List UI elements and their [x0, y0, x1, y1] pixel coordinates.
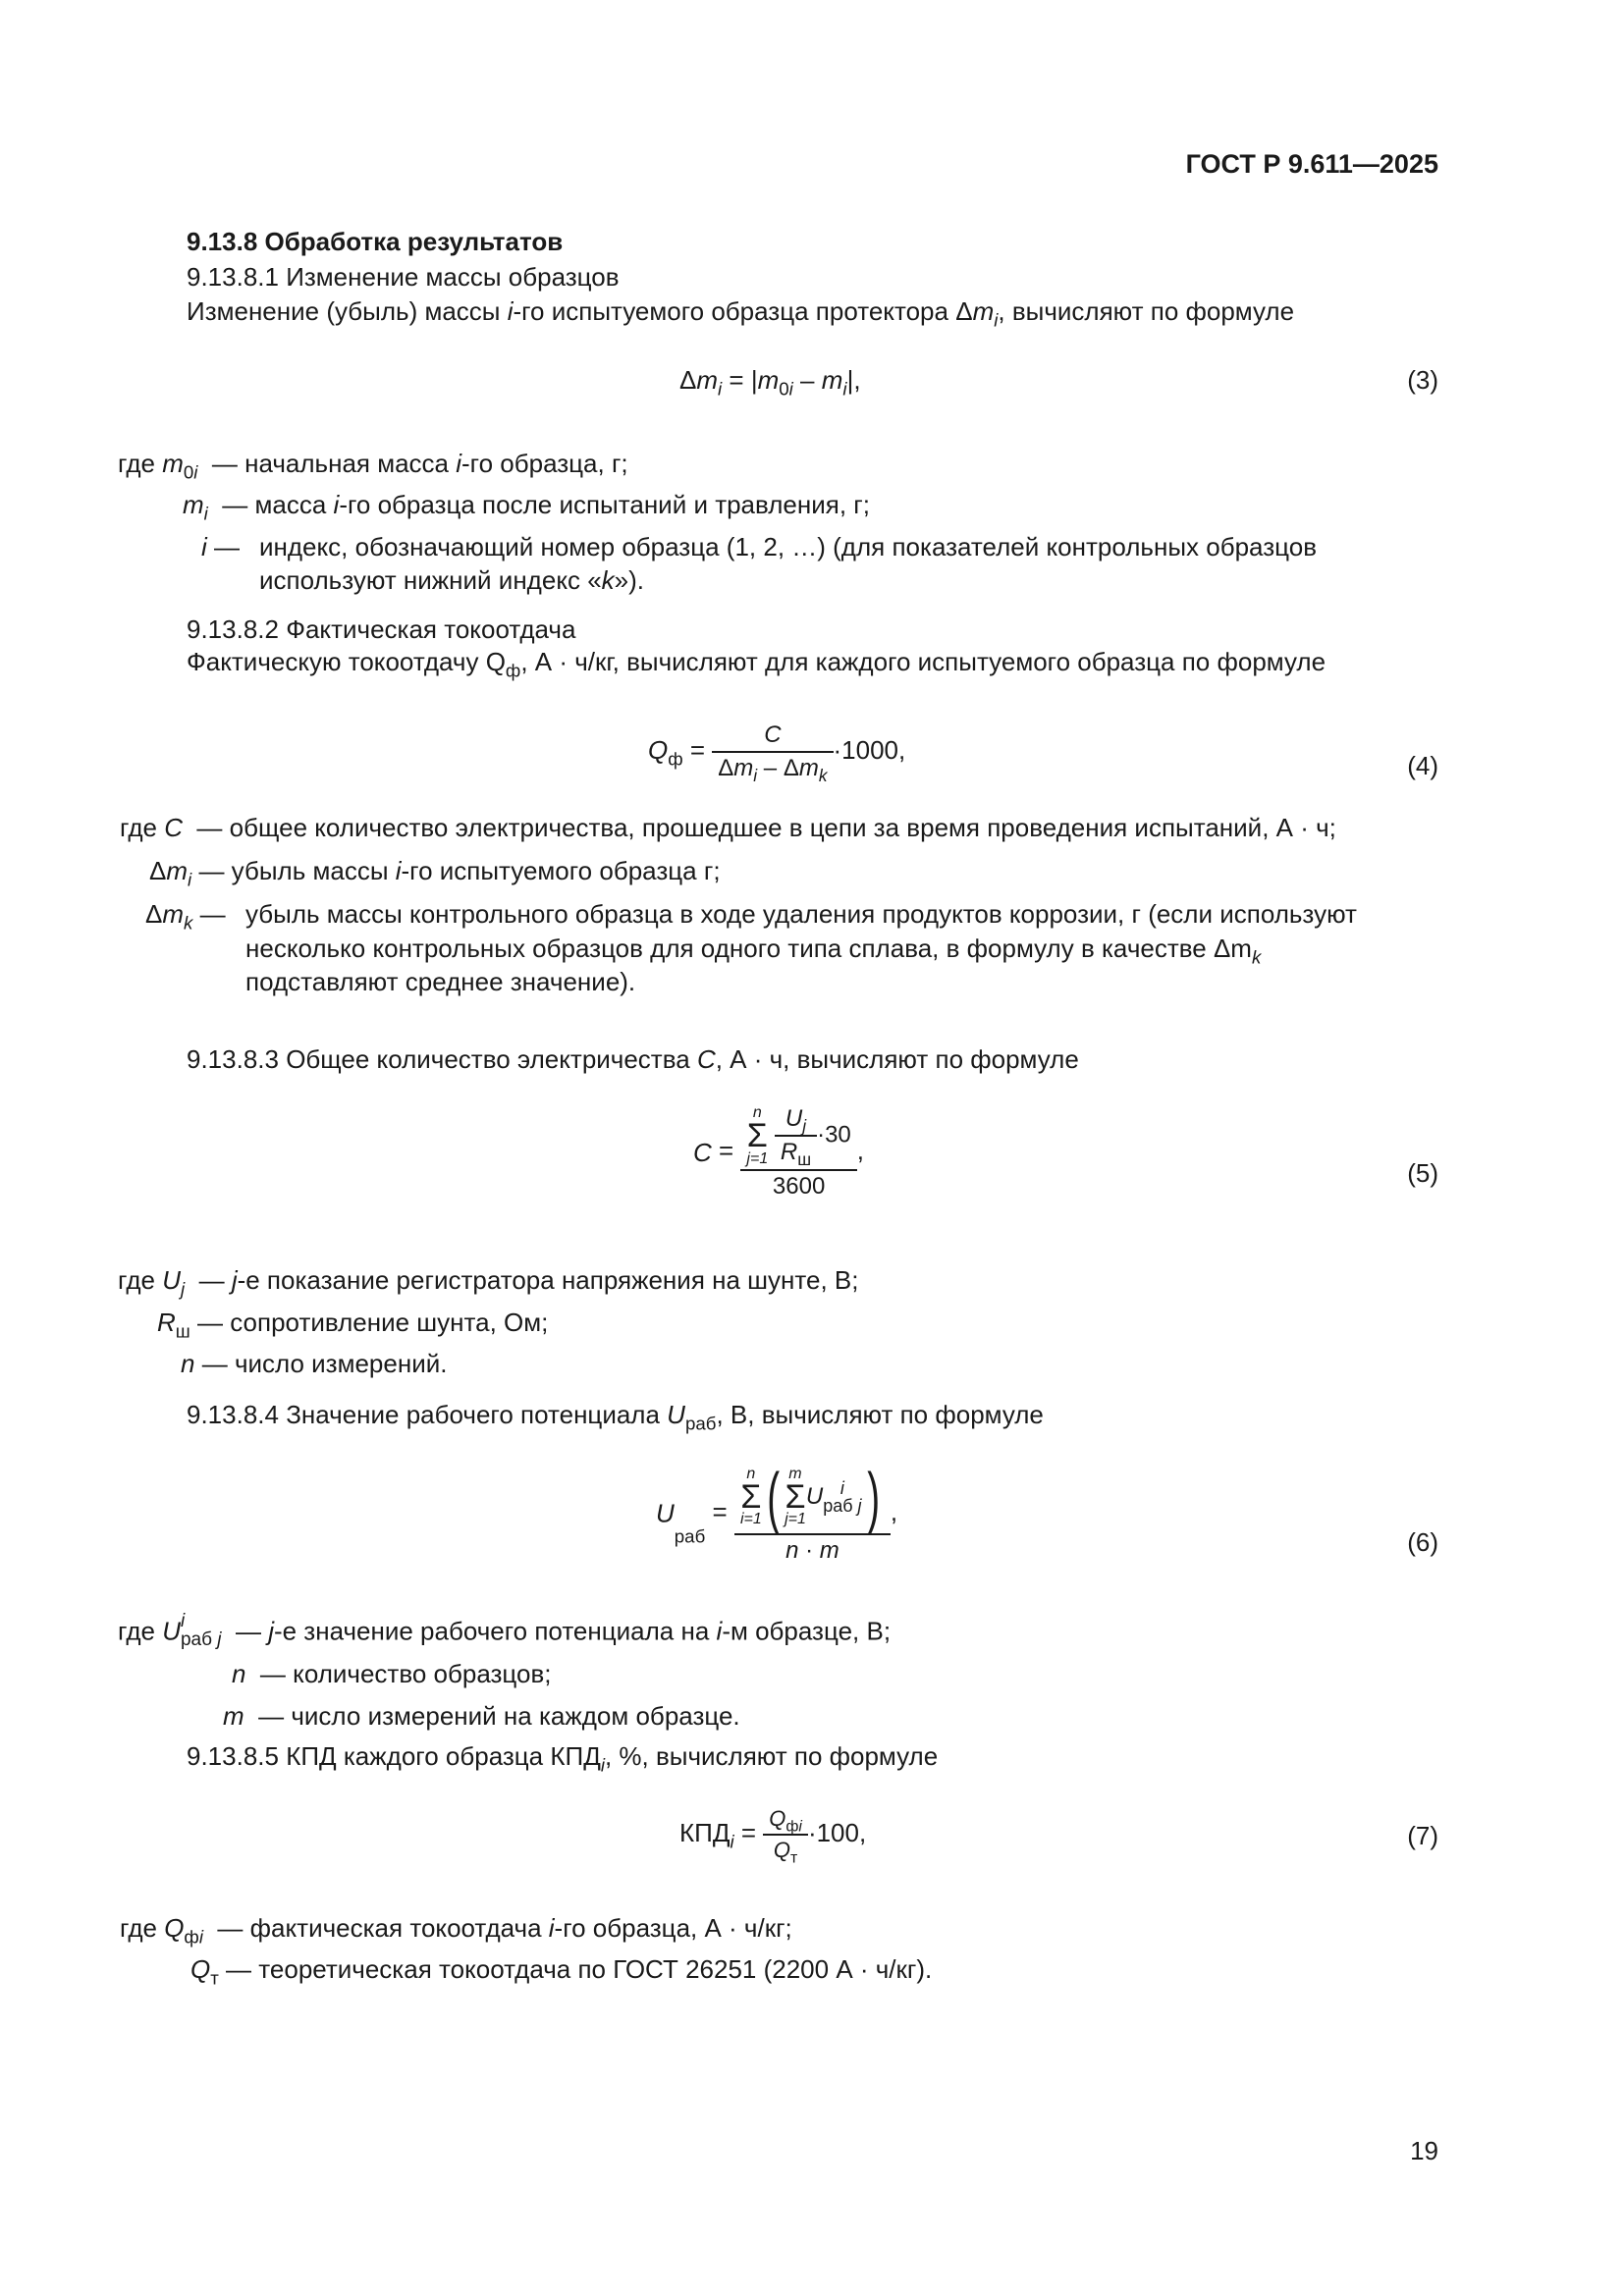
paragraph-current-output: Фактическую токоотдачу $Q_ф$, А · ч/кг, вычисляют для каждого испытуемого образца по формуле: [187, 647, 1326, 681]
where-dmk-desc-3: подставляют среднее значение).: [245, 967, 636, 996]
equation-number-6: (6): [1407, 1527, 1438, 1557]
where-i-desc: индекс, обозначающий номер образца (1, 2, …) (для показателей контрольных образцов: [259, 532, 1318, 561]
where-U-rab: где U i раб j — j-е значение рабочего потенциала на i-м образце, В;: [118, 1611, 892, 1650]
section-title-9-13-8-4: 9.13.8.4 Значение рабочего потенциала $U_{раб}$, В, вычисляют по формуле: [187, 1400, 1044, 1434]
formula-7: $КПД_i$ = $\frac{Q_{фi}}{Q_т}$ ·100,: [679, 1806, 867, 1867]
page-number: 19: [1410, 2136, 1438, 2165]
formula-4: $Q_ф$ = $\frac{C}{\Delta m_i - \Delta m_k}$ ·1000,: [648, 721, 906, 786]
equation-number-7: (7): [1407, 1821, 1438, 1850]
paragraph-mass-change: Изменение (убыль) массы i-го испытуемого образца протектора $\Delta m_i$, вычисляют по формуле: [187, 296, 1295, 331]
where-i: i —: [201, 532, 241, 561]
where-n-samples: n — количество образцов;: [232, 1659, 552, 1688]
equation-number-4: (4): [1407, 751, 1438, 780]
where-dmk: $\Delta m_k$ —: [145, 899, 226, 934]
document-id: ГОСТ Р 9.611—2025: [1185, 149, 1438, 179]
where-dmk-desc-2: несколько контрольных образцов для одного типа сплава, в формулу в качестве $\Delta m_k$: [245, 934, 1262, 968]
equation-number-3: (3): [1407, 365, 1438, 395]
where-n: n — число измерений.: [181, 1349, 448, 1378]
where-Qt: $Q_т$ — теоретическая токоотдача по ГОСТ 26251 (2200 А · ч/кг).: [190, 1954, 933, 1989]
where-Qfi: где $Q_{фi}$ — фактическая токоотдача i-го образца, А · ч/кг;: [120, 1913, 792, 1948]
section-title-9-13-8-3: 9.13.8.3 Общее количество электричества C, А · ч, вычисляют по формуле: [187, 1044, 1079, 1074]
where-m-measurements: m — число измерений на каждом образце.: [223, 1701, 740, 1731]
section-title-9-13-8-5: 9.13.8.5 КПД каждого образца $КПД_i$, %, вычисляют по формуле: [187, 1741, 939, 1776]
where-m0i: где $m_{0i}$ — начальная масса i-го образца, г;: [118, 449, 628, 483]
where-Uj: где $U_j$ — j-е показание регистратора напряжения на шунте, В;: [118, 1265, 859, 1300]
section-title-9-13-8-1: 9.13.8.1 Изменение массы образцов: [187, 262, 620, 292]
where-C: где C — общее количество электричества, прошедшее в цепи за время проведения испытаний, А · ч;: [120, 813, 1336, 842]
formula-5: C = n Σ j=1 $\frac{U_j}{R_ш}$ ·30 3600 ,: [693, 1104, 865, 1200]
where-Rsh: $R_ш$ — сопротивление шунта, Ом;: [157, 1308, 549, 1342]
formula-6: $U_{раб}$ = n Σ i=1 ( m Σ j=1 U i раб j ) n · m ,: [656, 1459, 898, 1564]
where-dmk-desc-1: убыль массы контрольного образца в ходе удаления продуктов коррозии, г (если используют: [245, 899, 1357, 929]
where-i-desc-2: используют нижний индекс «k»).: [259, 565, 645, 595]
where-mi: $m_i$ — масса i-го образца после испытаний и травления, г;: [183, 490, 870, 524]
formula-3: $\Delta m_i = |m_{0i} - m_i|$,: [679, 365, 861, 400]
section-title-9-13-8: 9.13.8 Обработка результатов: [187, 227, 564, 256]
equation-number-5: (5): [1407, 1158, 1438, 1188]
where-dmi: $\Delta m_i$ — убыль массы i-го испытуемого образца г;: [149, 856, 721, 890]
section-title-9-13-8-2: 9.13.8.2 Фактическая токоотдача: [187, 614, 576, 644]
